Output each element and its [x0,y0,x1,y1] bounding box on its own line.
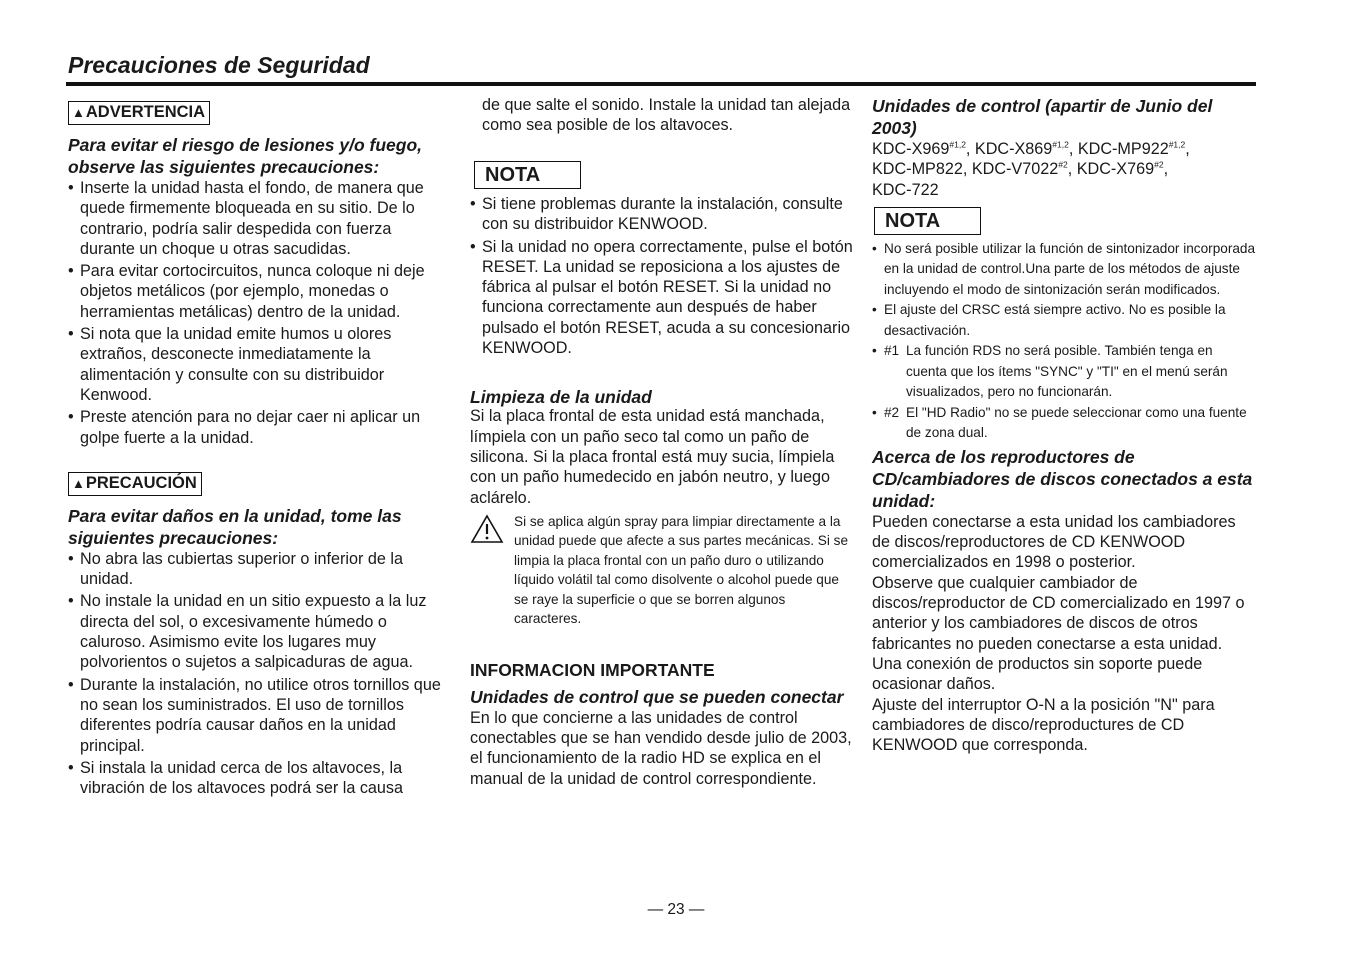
precaucion-heading: Para evitar daños en la unidad, tome las siguientes precauciones: [68,505,402,548]
acerca-paragraph: Una conexión de productos sin soporte puede ocasionar daños. [872,654,1203,694]
precaucion-label: PRECAUCIÓN [85,473,197,492]
list-item: • Durante la instalación, no utilice otros tornillos que no sean los suministrados. El uso de tornillos diferentes podría causar daños en la unidad principal. [68,675,448,756]
acerca-paragraph: Pueden conectarse a esta unidad los cambiadores de discos/reproductores de CD KENWOOD comercializados en 1998 o posterior. [872,512,1236,572]
list-item: • Para evitar cortocircuitos, nunca coloque ni deje objetos metálicos (por ejemplo, monedas o herramientas metálicas) dentro de la unidad. [68,261,448,322]
precaucion-list [68,549,448,799]
advertencia-box [68,101,210,125]
continuation-text: de que salte el sonido. Instale la unidad tan alejada como sea posible de los altavoces. [482,96,851,135]
list-item: • #1 La función RDS no será posible. También tenga en cuenta que los ítems "SYNC" y "TI" en el menú serán visualizados, pero no funcionarán. [872,341,1257,403]
list-item: • No instale la unidad en un sitio expuesto a la luz directa del sol, o excesivamente húmedo o caluroso. Asimismo evite los lugares muy polvorientos o sujetos a salpicaduras de agua. [68,591,448,672]
column-middle [470,95,855,136]
list-item: • Preste atención para no dejar caer ni aplicar un golpe fuerte a la unidad. [68,407,448,448]
precaucion-box [68,472,202,496]
list-item: • Inserte la unidad hasta el fondo, de manera que quede firmemente bloqueada en su sitio. De lo contrario, podría salir despedida con fuerza durante un choque u otras sacudidas. [68,178,448,259]
control-units-heading: Unidades de control (apartir de Junio del 2003) [872,96,1213,138]
list-item: • Si tiene problemas durante la instalación, consulte con su distribuidor KENWOOD. [470,194,855,235]
unidades-text: En lo que concierne a las unidades de control conectables que se han vendido desde julio de 2003, el funcionamiento de la radio HD se explica en el manual de la unidad de control correspondiente. [470,708,852,788]
model-list: KDC-X969$^{\#1,2}$, KDC-X869$^{\#1,2}$, KDC-MP922$^{\#1,2}$, KDC-MP822, KDC-V7022$^{\#2}$, KDC-X769$^{\#2}$, KDC-722 [872,139,1190,199]
warning-triangle-icon: ▲ [72,105,85,120]
caution-text: Si se aplica algún spray para limpiar directamente a la unidad puede que afecte a sus partes mecánicas. Si se limpia la placa frontal con un paño duro o utilizando líquido volátil tal como disolvente o alcohol puede que se raye la superficie o que se borren algunos caracteres. [514,513,849,627]
advertencia-label: ADVERTENCIA [85,103,206,121]
nota-box: NOTA [874,207,981,235]
list-item: • Si la unidad no opera correctamente, pulse el botón RESET. La unidad se reposiciona a los ajustes de fábrica al pulsar el botón RESET. Si la unidad no funciona correctamente aun después de haber pulsado el botón RESET, acuda a su concesionario KENWOOD. [470,237,855,359]
unidades-heading: Unidades de control que se pueden conectar [470,686,844,707]
advertencia-heading: Para evitar el riesgo de lesiones y/o fuego, observe las siguientes precauciones: [68,135,423,177]
caution-note [470,512,855,629]
column-right [872,95,1257,755]
info-heading: INFORMACION IMPORTANTE [470,659,715,680]
list-item: • El ajuste del CRSC está siempre activo. No es posible la desactivación. [872,300,1257,341]
list-item: • No abra las cubiertas superior o inferior de la unidad. [68,549,448,590]
page-title: Precauciones de Seguridad [68,52,370,78]
acerca-paragraph: Observe que cualquier cambiador de discos/reproductor de CD comercializado en 1997 o anterior y los cambiadores de discos de otros fabricantes no pueden conectarse a esta unidad. [872,573,1245,653]
list-item: • Si nota que la unidad emite humos u olores extraños, desconecte inmediatamente la alimentación y consulte con su distribuidor Kenwood. [68,324,448,405]
limpieza-text: Si la placa frontal de esta unidad está manchada, límpiela con un paño seco tal como un paño de silicona. Si la placa frontal está muy sucia, límpiela con un paño humedecido en jabón neutro, y luego aclárelo. [470,407,835,507]
nota-list [470,194,855,358]
column-left [68,95,448,800]
warning-triangle-icon: ▲ [72,475,85,491]
limpieza-heading: Limpieza de la unidad [470,387,652,408]
column-middle-body [470,161,855,789]
caution-triangle-icon [470,512,514,629]
nota-list [872,239,1257,444]
list-item: • No será posible utilizar la función de sintonizador incorporada en la unidad de control.Una parte de los métodos de ajuste incluyendo el modo de sintonización serán modificados. [872,239,1257,301]
acerca-heading: Acerca de los reproductores de CD/cambiadores de discos conectados a esta unidad: [872,446,1253,511]
page-number: — 23 — [647,901,705,918]
advertencia-list [68,178,448,448]
nota-box: NOTA [474,161,581,189]
acerca-paragraph: Ajuste del interruptor O-N a la posición "N" para cambiadores de disco/reproductures de CD KENWOOD que corresponda. [872,695,1215,755]
list-item: • Si instala la unidad cerca de los altavoces, la vibración de los altavoces podrá ser la causa [68,758,448,799]
list-item: • #2 El "HD Radio" no se puede seleccionar como una fuente de zona dual. [872,403,1257,444]
title-rule [66,82,1256,86]
